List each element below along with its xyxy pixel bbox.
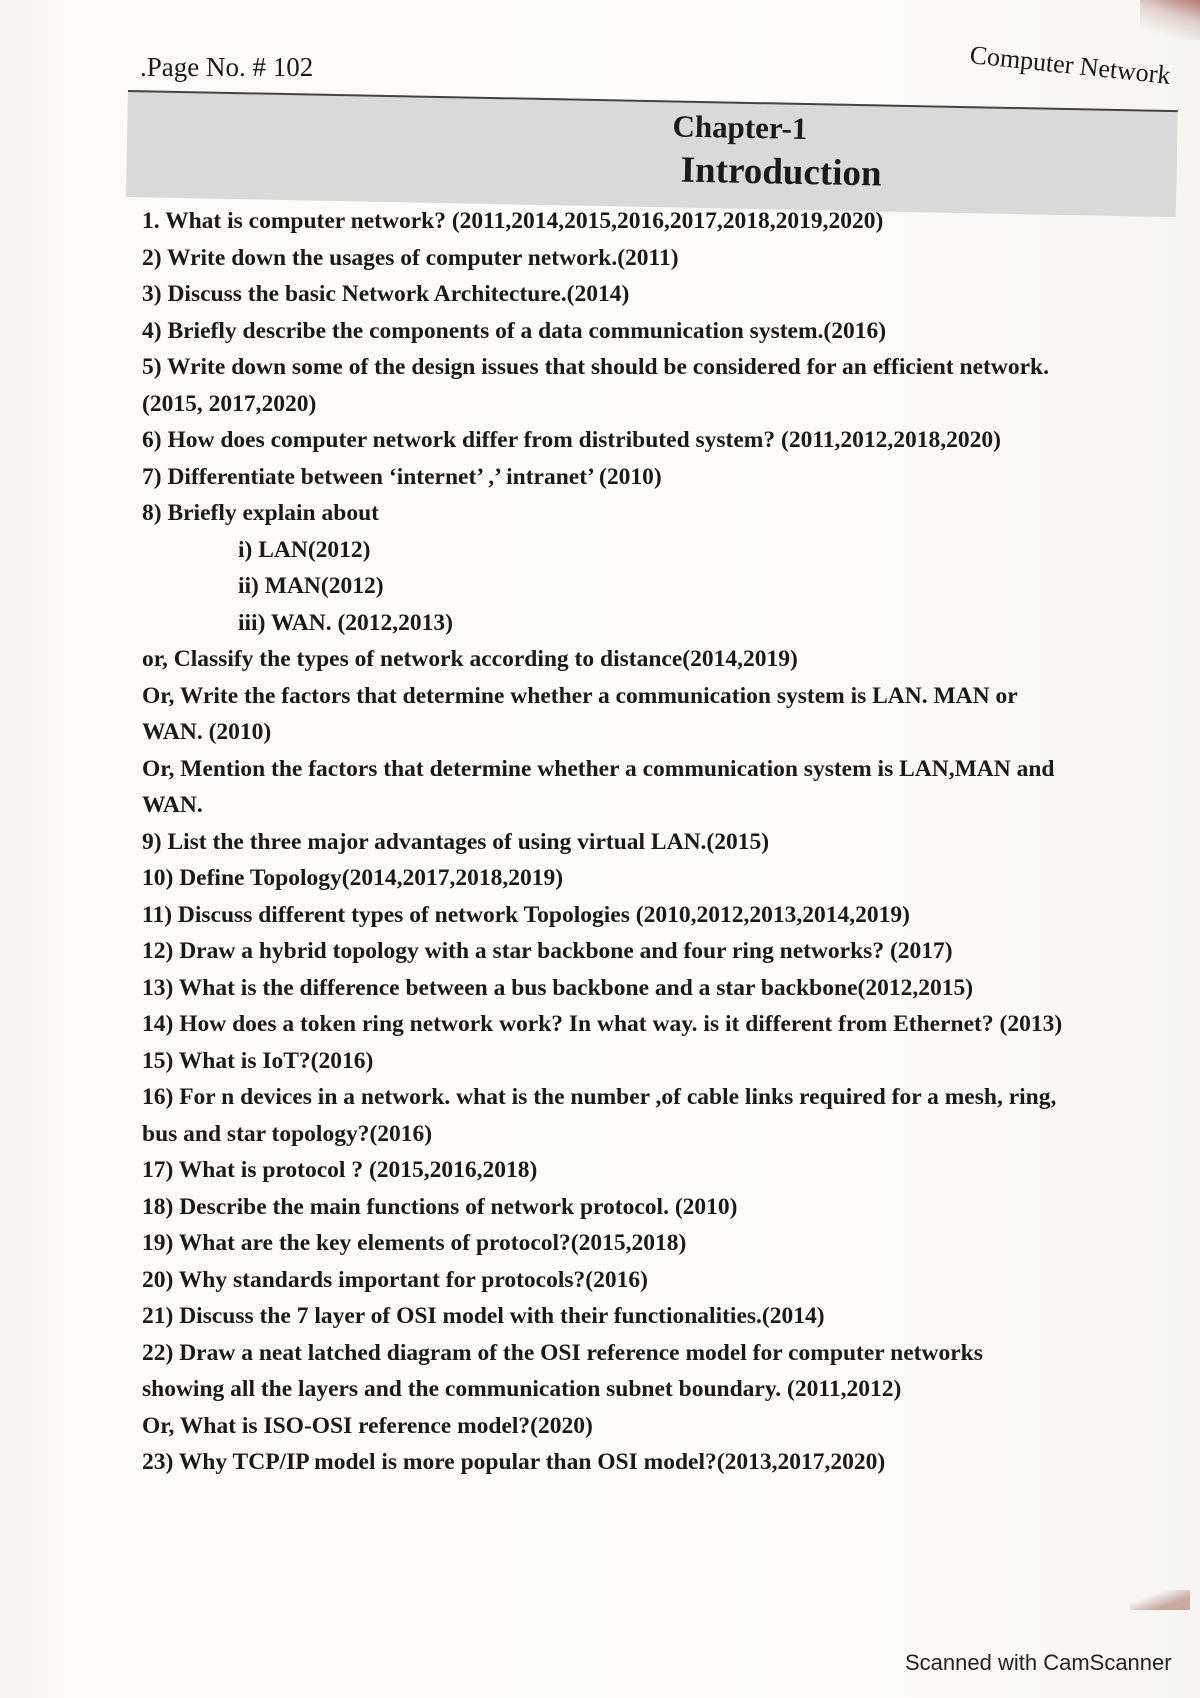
book-title: Computer Network <box>968 40 1172 90</box>
question-line: 9) List the three major advantages of using virtual LAN.(2015) <box>142 828 770 855</box>
question-line: 17) What is protocol ? (2015,2016,2018) <box>142 1157 538 1183</box>
question-line: showing all the layers and the communication subnet boundary. (2011,2012) <box>142 1376 902 1402</box>
question-line: bus and star topology?(2016) <box>142 1120 433 1147</box>
chapter-title: Introduction <box>680 149 882 195</box>
sub-question-line: i) LAN(2012) <box>238 536 371 563</box>
question-line: or, Classify the types of network according to distance(2014,2019) <box>142 646 798 672</box>
chapter-number: Chapter-1 <box>672 108 808 147</box>
question-line: 10) Define Topology(2014,2017,2018,2019) <box>142 865 564 891</box>
question-line: 7) Differentiate between ‘internet’ ,’ intranet’ (2010) <box>142 463 662 490</box>
question-line: 20) Why standards important for protocols?(2016) <box>142 1266 648 1293</box>
page-number: .Page No. # 102 <box>140 52 314 82</box>
question-list <box>142 203 1182 1481</box>
question-line: 15) What is IoT?(2016) <box>142 1047 374 1074</box>
question-line: 21) Discuss the 7 layer of OSI model with their functionalities.(2014) <box>142 1303 825 1329</box>
question-line: (2015, 2017,2020) <box>142 390 317 417</box>
question-line: 4) Briefly describe the components of a data communication system.(2016) <box>142 317 887 344</box>
question-line: 16) For n devices in a network. what is the number ,of cable links required for a mesh, ring, <box>142 1084 1057 1110</box>
page-corner-shadow-bottom <box>1130 1590 1190 1610</box>
question-line: 22) Draw a neat latched diagram of the OSI reference model for computer networks <box>142 1339 983 1366</box>
question-line: Or, What is ISO-OSI reference model?(2020) <box>142 1412 593 1439</box>
question-line: WAN. <box>142 792 203 818</box>
question-line: 3) Discuss the basic Network Architecture.(2014) <box>142 281 630 307</box>
sub-question-line: ii) MAN(2012) <box>238 573 384 599</box>
question-line: 14) How does a token ring network work? In what way. is it different from Ethernet? (2013) <box>142 1011 1063 1037</box>
question-line: 8) Briefly explain about <box>142 500 379 526</box>
question-line: 23) Why TCP/IP model is more popular than OSI model?(2013,2017,2020) <box>142 1449 886 1475</box>
question-line: 18) Describe the main functions of network protocol. (2010) <box>142 1193 738 1220</box>
question-line: Or, Mention the factors that determine whether a communication system is LAN,MAN and <box>142 755 1055 782</box>
scanner-watermark: Scanned with CamScanner <box>905 1650 1172 1675</box>
question-line: 12) Draw a hybrid topology with a star backbone and four ring networks? (2017) <box>142 938 953 964</box>
question-line: Or, Write the factors that determine whether a communication system is LAN. MAN or <box>142 682 1018 709</box>
question-line: 2) Write down the usages of computer network.(2011) <box>142 244 679 271</box>
page-corner-shadow <box>1140 0 1200 40</box>
question-line: 13) What is the difference between a bus backbone and a star backbone(2012,2015) <box>142 974 974 1001</box>
chapter-header-box <box>126 90 1178 217</box>
question-line: 1. What is computer network? (2011,2014,2015,2016,2017,2018,2019,2020) <box>142 208 884 234</box>
question-line: 6) How does computer network differ from distributed system? (2011,2012,2018,2020) <box>142 427 1001 453</box>
question-line: 19) What are the key elements of protocol?(2015,2018) <box>142 1230 687 1256</box>
question-line: 11) Discuss different types of network Topologies (2010,2012,2013,2014,2019) <box>142 901 910 928</box>
sub-question-line: iii) WAN. (2012,2013) <box>238 609 453 636</box>
question-line: 5) Write down some of the design issues that should be considered for an efficient network. <box>142 354 1049 380</box>
question-line: WAN. (2010) <box>142 719 272 745</box>
